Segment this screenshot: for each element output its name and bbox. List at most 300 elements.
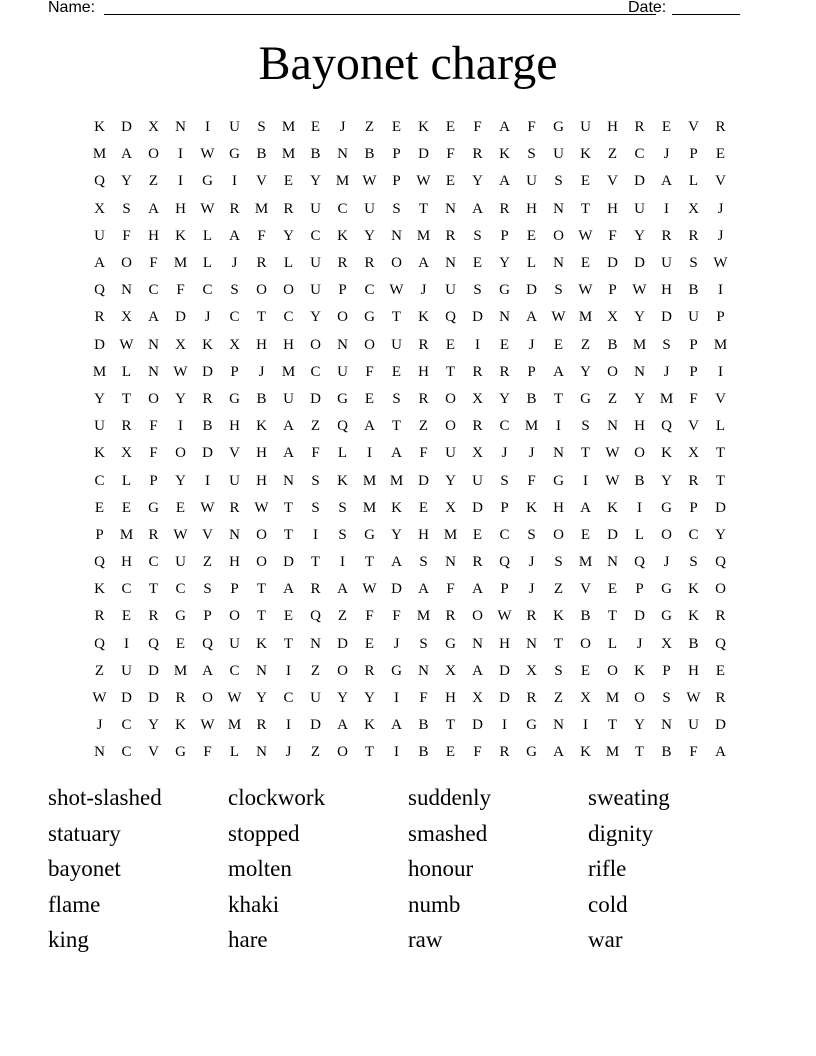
grid-cell: B — [688, 635, 699, 652]
grid-cell: C — [499, 526, 510, 543]
grid-cell: A — [148, 200, 159, 217]
grid-cell: O — [580, 635, 591, 652]
grid-cell: N — [661, 717, 672, 734]
grid-cell: G — [580, 390, 591, 407]
grid-cell: E — [526, 227, 537, 244]
grid-cell: G — [364, 526, 375, 543]
grid-cell: E — [310, 119, 321, 136]
grid-cell: Y — [445, 472, 456, 489]
grid-cell: O — [472, 608, 483, 625]
grid-cell: B — [526, 390, 537, 407]
grid-cell: F — [527, 472, 536, 489]
grid-row — [86, 304, 734, 331]
grid-cell: N — [256, 744, 267, 761]
grid-cell: W — [578, 282, 593, 299]
grid-cell: P — [635, 581, 644, 598]
grid-cell: U — [229, 472, 240, 489]
grid-cell: X — [445, 499, 456, 516]
word-item: dignity — [588, 820, 654, 846]
grid-cell: A — [418, 581, 429, 598]
grid-cell: D — [634, 608, 645, 625]
grid-cell: U — [472, 472, 483, 489]
grid-cell: K — [661, 445, 672, 462]
grid-cell: G — [391, 662, 402, 679]
grid-cell: E — [418, 499, 429, 516]
grid-cell: I — [394, 690, 399, 707]
grid-cell: R — [688, 227, 699, 244]
grid-cell: D — [310, 717, 321, 734]
grid-cell: Y — [94, 390, 105, 407]
grid-cell: E — [715, 146, 726, 163]
grid-cell: M — [173, 662, 188, 679]
grid-cell: D — [661, 309, 672, 326]
date-field-line[interactable] — [672, 14, 740, 15]
grid-cell: V — [202, 526, 213, 543]
grid-cell: N — [337, 146, 348, 163]
name-field-line[interactable] — [104, 14, 656, 15]
grid-cell: A — [472, 662, 483, 679]
grid-cell: Q — [310, 608, 321, 625]
grid-cell: O — [121, 255, 132, 272]
grid-cell: G — [229, 390, 240, 407]
grid-cell: G — [175, 744, 186, 761]
grid-row — [86, 277, 734, 304]
grid-cell: O — [634, 445, 645, 462]
header — [48, 0, 748, 18]
grid-cell: W — [605, 445, 620, 462]
grid-cell: E — [445, 119, 456, 136]
grid-cell: O — [337, 744, 348, 761]
grid-cell: M — [254, 200, 269, 217]
grid-cell: W — [200, 499, 215, 516]
grid-cell: R — [715, 690, 726, 707]
grid-cell: E — [607, 581, 618, 598]
grid-cell: E — [364, 390, 375, 407]
grid-cell: Q — [94, 282, 105, 299]
grid-cell: F — [689, 744, 698, 761]
grid-cell: M — [119, 526, 134, 543]
grid-cell: D — [202, 363, 213, 380]
grid-cell: F — [149, 418, 158, 435]
grid-cell: T — [715, 472, 726, 489]
grid-cell: R — [472, 146, 483, 163]
grid-row — [86, 712, 734, 739]
grid-cell: Z — [310, 744, 321, 761]
word-item: war — [588, 927, 623, 952]
grid-cell: P — [716, 309, 725, 326]
grid-cell: N — [553, 445, 564, 462]
grid-cell: J — [204, 309, 211, 326]
grid-cell: C — [148, 554, 159, 571]
grid-cell: D — [148, 690, 159, 707]
grid-cell: E — [661, 119, 672, 136]
grid-cell: Y — [283, 227, 294, 244]
grid-cell: D — [94, 336, 105, 353]
grid-cell: M — [92, 363, 107, 380]
grid-cell: N — [445, 255, 456, 272]
grid-cell: A — [553, 363, 564, 380]
grid-cell: U — [229, 119, 240, 136]
grid-cell: H — [607, 119, 618, 136]
grid-cell: C — [337, 200, 348, 217]
grid-cell: G — [229, 146, 240, 163]
grid-cell: W — [497, 608, 512, 625]
grid-cell: W — [632, 282, 647, 299]
grid-cell: O — [256, 282, 267, 299]
grid-cell: H — [526, 200, 537, 217]
grid-cell: T — [283, 635, 294, 652]
grid-cell: J — [528, 336, 535, 353]
grid-cell: R — [364, 255, 375, 272]
word-item: shot-slashed — [48, 785, 162, 810]
grid-cell: R — [283, 200, 294, 217]
grid-cell: I — [502, 717, 507, 734]
word-item: suddenly — [408, 785, 492, 810]
grid-cell: F — [527, 119, 536, 136]
grid-cell: K — [607, 499, 618, 516]
grid-cell: L — [526, 255, 537, 272]
grid-cell: L — [688, 173, 699, 190]
word-item: numb — [408, 891, 461, 917]
grid-cell: J — [501, 445, 508, 462]
grid-cell: W — [200, 146, 215, 163]
grid-cell: A — [337, 717, 348, 734]
grid-cell: S — [662, 336, 671, 353]
grid-cell: N — [418, 662, 429, 679]
grid-cell: D — [499, 662, 510, 679]
grid-cell: S — [689, 255, 698, 272]
grid-cell: U — [364, 200, 375, 217]
grid-cell: F — [365, 363, 374, 380]
grid-cell: J — [420, 282, 427, 299]
grid-cell: B — [256, 390, 267, 407]
page-title: Bayonet charge — [258, 37, 558, 90]
grid-cell: U — [310, 690, 321, 707]
grid-cell: A — [499, 119, 510, 136]
grid-cell: F — [311, 445, 320, 462]
grid-cell: F — [176, 282, 185, 299]
grid-cell: X — [472, 390, 483, 407]
grid-cell: S — [392, 390, 401, 407]
grid-cell: G — [499, 282, 510, 299]
grid-cell: S — [338, 499, 347, 516]
grid-cell: G — [526, 744, 537, 761]
grid-cell: R — [499, 363, 510, 380]
grid-cell: T — [148, 581, 159, 598]
grid-cell: M — [416, 227, 431, 244]
grid-cell: C — [202, 282, 213, 299]
grid-cell: T — [256, 608, 267, 625]
grid-cell: R — [445, 608, 456, 625]
grid-cell: F — [149, 445, 158, 462]
grid-cell: U — [445, 445, 456, 462]
grid-cell: C — [121, 717, 132, 734]
grid-cell: G — [661, 499, 672, 516]
grid-cell: T — [391, 309, 402, 326]
grid-cell: B — [634, 472, 645, 489]
grid-cell: Z — [202, 554, 213, 571]
grid-cell: K — [94, 581, 105, 598]
word-item: honour — [408, 856, 474, 881]
grid-cell: O — [256, 526, 267, 543]
grid-cell: S — [473, 282, 482, 299]
grid-cell: W — [200, 717, 215, 734]
grid-cell: U — [94, 418, 105, 435]
grid-cell: R — [472, 418, 483, 435]
grid-cell: B — [607, 336, 618, 353]
grid-cell: S — [500, 472, 509, 489]
grid-cell: P — [338, 282, 347, 299]
grid-cell: B — [418, 744, 429, 761]
grid-cell: P — [392, 173, 401, 190]
grid-cell: A — [148, 309, 159, 326]
grid-cell: J — [96, 717, 103, 734]
grid-cell: R — [418, 336, 429, 353]
grid-cell: B — [661, 744, 672, 761]
grid-cell: R — [148, 526, 159, 543]
grid-cell: T — [445, 363, 456, 380]
grid-cell: P — [500, 227, 509, 244]
grid-cell: R — [94, 608, 105, 625]
grid-row — [86, 495, 734, 522]
grid-cell: A — [364, 418, 375, 435]
grid-cell: B — [202, 418, 213, 435]
grid-cell: X — [121, 445, 132, 462]
grid-cell: H — [175, 200, 186, 217]
grid-cell: I — [664, 200, 669, 217]
grid-cell: K — [175, 227, 186, 244]
grid-cell: D — [499, 690, 510, 707]
grid-cell: H — [634, 418, 645, 435]
grid-cell: U — [688, 717, 699, 734]
grid-cell: S — [311, 499, 320, 516]
grid-cell: X — [229, 336, 240, 353]
grid-cell: L — [121, 472, 132, 489]
word-item: sweating — [588, 785, 670, 810]
grid-cell: C — [229, 309, 240, 326]
grid-cell: T — [310, 554, 321, 571]
grid-cell: P — [230, 581, 239, 598]
grid-row — [86, 223, 734, 250]
grid-cell: A — [283, 445, 294, 462]
grid-cell: J — [528, 581, 535, 598]
grid-cell: L — [121, 363, 132, 380]
grid-cell: A — [391, 554, 402, 571]
grid-cell: F — [419, 690, 428, 707]
grid-cell: C — [229, 662, 240, 679]
grid-cell: W — [605, 472, 620, 489]
grid-row — [86, 168, 734, 195]
grid-cell: T — [553, 390, 564, 407]
grid-cell: U — [634, 200, 645, 217]
grid-cell: A — [94, 255, 105, 272]
grid-cell: S — [527, 146, 536, 163]
grid-cell: F — [419, 445, 428, 462]
grid-cell: E — [121, 499, 132, 516]
grid-cell: V — [715, 173, 726, 190]
grid-cell: O — [553, 227, 564, 244]
grid-cell: N — [121, 282, 132, 299]
grid-cell: S — [554, 282, 563, 299]
grid-cell: P — [689, 499, 698, 516]
grid-cell: K — [391, 499, 402, 516]
grid-cell: I — [718, 282, 723, 299]
grid-cell: N — [445, 200, 456, 217]
grid-cell: Y — [634, 390, 645, 407]
grid-row — [86, 631, 734, 658]
grid-cell: K — [337, 227, 348, 244]
grid-cell: N — [256, 662, 267, 679]
grid-cell: S — [689, 554, 698, 571]
grid-cell: P — [689, 336, 698, 353]
grid-cell: J — [528, 445, 535, 462]
grid-cell: P — [149, 472, 158, 489]
grid-cell: I — [394, 744, 399, 761]
grid-cell: S — [392, 200, 401, 217]
grid-cell: Z — [337, 608, 348, 625]
grid-cell: T — [418, 200, 429, 217]
grid-cell: S — [581, 418, 590, 435]
grid-cell: A — [337, 581, 348, 598]
grid-cell: X — [121, 309, 132, 326]
grid-cell: G — [175, 608, 186, 625]
grid-cell: Q — [499, 554, 510, 571]
grid-cell: E — [580, 173, 591, 190]
grid-cell: U — [661, 255, 672, 272]
grid-cell: A — [229, 227, 240, 244]
grid-cell: A — [121, 146, 132, 163]
grid-cell: D — [634, 173, 645, 190]
grid-cell: K — [688, 608, 699, 625]
grid-cell: X — [607, 309, 618, 326]
grid-cell: U — [526, 173, 537, 190]
grid-cell: S — [554, 173, 563, 190]
grid-cell: I — [178, 173, 183, 190]
grid-cell: M — [281, 119, 296, 136]
grid-cell: L — [715, 418, 726, 435]
grid-cell: S — [419, 635, 428, 652]
grid-cell: D — [715, 499, 726, 516]
grid-cell: O — [445, 390, 456, 407]
grid-cell: Z — [148, 173, 159, 190]
grid-cell: T — [391, 418, 402, 435]
grid-cell: O — [634, 690, 645, 707]
grid-cell: R — [715, 608, 726, 625]
grid-cell: H — [418, 526, 429, 543]
grid-cell: B — [256, 146, 267, 163]
grid-cell: G — [148, 499, 159, 516]
grid-cell: E — [175, 635, 186, 652]
grid-cell: D — [472, 717, 483, 734]
grid-cell: E — [121, 608, 132, 625]
grid-cell: H — [256, 336, 267, 353]
grid-cell: Q — [715, 554, 726, 571]
grid-cell: N — [175, 119, 186, 136]
grid-cell: M — [362, 472, 377, 489]
grid-cell: W — [92, 690, 107, 707]
grid-cell: N — [553, 200, 564, 217]
grid-cell: B — [418, 717, 429, 734]
grid-cell: M — [578, 309, 593, 326]
grid-cell: W — [227, 690, 242, 707]
grid-cell: F — [446, 146, 455, 163]
grid-cell: J — [717, 227, 724, 244]
word-item: rifle — [588, 856, 627, 881]
grid-cell: Y — [364, 690, 375, 707]
grid-row — [86, 440, 734, 467]
grid-cell: R — [445, 227, 456, 244]
name-label: Name: — [48, 0, 96, 16]
grid-cell: R — [472, 363, 483, 380]
grid-cell: A — [715, 744, 726, 761]
grid-cell: O — [445, 418, 456, 435]
grid-cell: O — [148, 390, 159, 407]
grid-cell: K — [256, 635, 267, 652]
grid-cell: W — [713, 255, 728, 272]
grid-cell: T — [256, 309, 267, 326]
grid-cell: K — [202, 336, 213, 353]
grid-cell: X — [175, 336, 186, 353]
grid-cell: K — [580, 744, 591, 761]
grid-cell: X — [526, 662, 537, 679]
grid-cell: J — [663, 554, 670, 571]
grid-cell: T — [607, 717, 618, 734]
grid-cell: O — [229, 608, 240, 625]
grid-cell: G — [526, 717, 537, 734]
grid-cell: U — [310, 282, 321, 299]
grid-cell: N — [607, 554, 618, 571]
grid-cell: I — [178, 146, 183, 163]
grid-cell: N — [553, 255, 564, 272]
grid-cell: O — [202, 690, 213, 707]
grid-cell: F — [473, 744, 482, 761]
grid-cell: X — [688, 200, 699, 217]
grid-row — [86, 549, 734, 576]
grid-cell: M — [524, 418, 539, 435]
grid-cell: N — [607, 418, 618, 435]
grid-cell: M — [281, 363, 296, 380]
grid-cell: A — [661, 173, 672, 190]
grid-cell: T — [283, 526, 294, 543]
grid-cell: Z — [310, 662, 321, 679]
grid-cell: R — [364, 662, 375, 679]
grid-cell: Z — [94, 662, 105, 679]
word-item: cold — [588, 891, 628, 917]
grid-cell: O — [337, 309, 348, 326]
grid-cell: N — [553, 717, 564, 734]
grid-cell: U — [688, 309, 699, 326]
grid-cell: R — [472, 554, 483, 571]
word-item: khaki — [228, 891, 280, 917]
grid-cell: A — [202, 662, 213, 679]
grid-cell: K — [175, 717, 186, 734]
grid-cell: I — [340, 554, 345, 571]
grid-cell: M — [92, 146, 107, 163]
grid-cell: K — [256, 418, 267, 435]
grid-cell: P — [689, 146, 698, 163]
grid-cell: Q — [148, 635, 159, 652]
grid-cell: A — [553, 744, 564, 761]
grid-cell: G — [553, 119, 564, 136]
grid-cell: T — [715, 445, 726, 462]
grid-cell: H — [553, 499, 564, 516]
grid-cell: E — [580, 255, 591, 272]
grid-cell: K — [94, 119, 105, 136]
grid-cell: S — [554, 662, 563, 679]
grid-cell: M — [173, 255, 188, 272]
grid-cell: Y — [310, 309, 321, 326]
grid-cell: E — [472, 255, 483, 272]
